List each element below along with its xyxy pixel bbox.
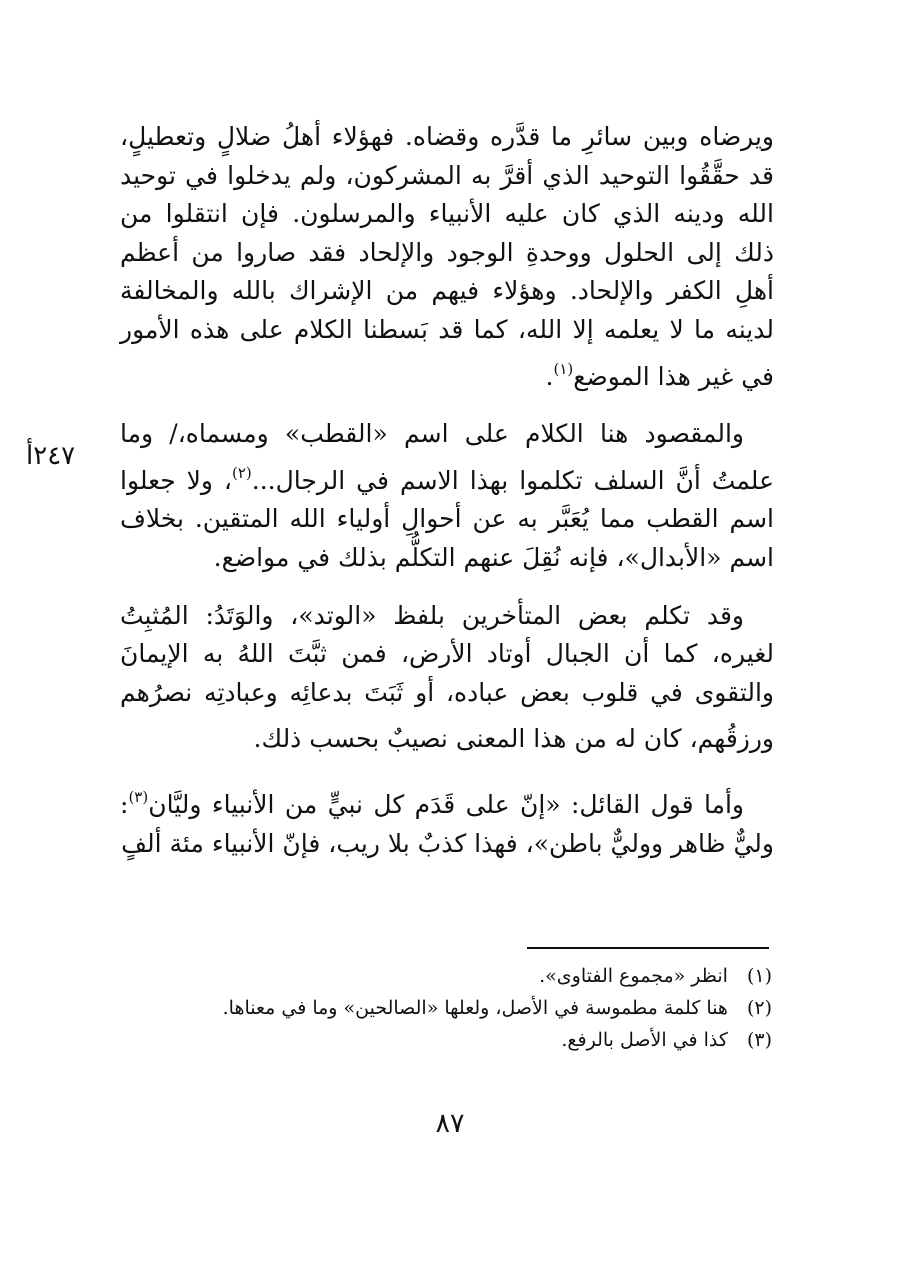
paragraph-text: والمقصود هنا الكلام على اسم «القطب» ومسماه،/ وما علمتُ أنَّ السلف تكلموا بهذا الاسم في الرجال... bbox=[120, 419, 775, 495]
manuscript-folio-reference: ٢٤٧أ bbox=[26, 441, 76, 471]
footnote-separator bbox=[527, 947, 769, 949]
paragraph-tail: . bbox=[545, 361, 554, 391]
paragraph-2 bbox=[120, 415, 774, 577]
footnote-3 bbox=[330, 1024, 772, 1056]
footnote-1 bbox=[330, 960, 772, 992]
paragraph-text: وأما قول القائل: «إنّ على قَدَم كل نبيٍّ من الأنبياء وليَّان bbox=[148, 789, 744, 819]
footnote-number: (١) bbox=[746, 965, 772, 987]
paragraph-tail: : وليٌّ ظاهر ووليٌّ باطن»، فهذا كذبٌ بلا ريب، فإنّ الأنبياء مئة ألفٍ bbox=[120, 789, 774, 858]
paragraph-1 bbox=[120, 118, 774, 396]
footnote-text: انظر «مجموع الفتاوى». bbox=[539, 965, 728, 987]
paragraph-3 bbox=[120, 597, 774, 759]
footnote-number: (٣) bbox=[746, 1029, 772, 1051]
main-text bbox=[120, 118, 774, 882]
footnotes bbox=[222, 960, 772, 1056]
footnote-text: هنا كلمة مطموسة في الأصل، ولعلها «الصالحين» وما في معناها. bbox=[222, 997, 728, 1019]
paragraph-tail: ، ولا جعلوا اسم القطب مما يُعَبَّر به عن أحوالِ أولياء الله المتقين. بخلاف اسم «الأبدال»، فإنه نُقِلَ عنهم التكلُّم بذلك في مواضع. bbox=[120, 465, 774, 572]
paragraph-text: ويرضاه وبين سائرِ ما قدَّره وقضاه. فهؤلاء أهلُ ضلالٍ وتعطيلٍ، قد حقَّقُوا التوحيد الذي أقرَّ به المشركون، ولم يدخلوا في توحيد الله ودينه الذي كان عليه الأنبياء والمرسلون. فإن انتقلوا من ذلك إلى الحلول ووحدةِ الوجود والإلحاد فقد صاروا من أعظم أهلِ الكفر والإلحاد. وهؤلاء فيهم من الإشراك بالله والمخالفة لدينه ما لا يعلمه إلا الله، كما قد بَسطنا الكلام على هذه الأمور في غير هذا الموضع bbox=[120, 122, 774, 391]
footnote-2 bbox=[222, 992, 772, 1024]
paragraph-4 bbox=[120, 778, 774, 863]
paragraph-text: وقد تكلم بعض المتأخرين بلفظ «الوتد»، والوَتَدُ: المُثبِتُ لغيره، كما أن الجبال أوتاد الأرض، فمن ثبَّتَ اللهُ به الإيمانَ والتقوى في قلوب بعض عباده، أو ثَبَتَ بدعائِه وعبادتِه نصرُهم ورزقُهم، كان له من هذا المعنى نصيبٌ بحسب ذلك. bbox=[120, 600, 774, 754]
footnote-number: (٢) bbox=[746, 997, 772, 1019]
footnote-marker: (٢) bbox=[232, 463, 252, 482]
footnote-text: كذا في الأصل بالرفع. bbox=[561, 1029, 728, 1051]
footnote-marker: (٣) bbox=[128, 787, 149, 806]
page-number: ٨٧ bbox=[435, 1108, 465, 1139]
footnote-marker: (١) bbox=[553, 359, 574, 378]
